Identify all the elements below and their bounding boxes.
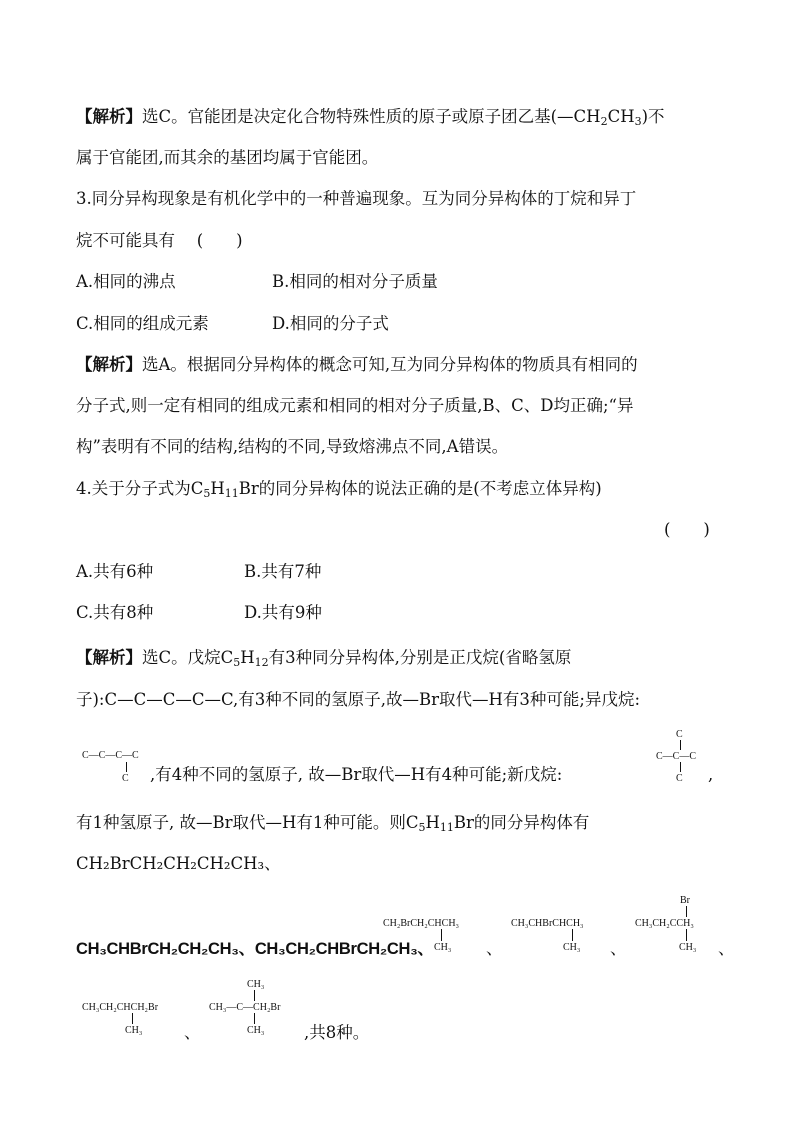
struct2-bond xyxy=(572,929,573,941)
answer3-line1: 【解析】选A。根据同分异构体的概念可知,互为同分异构体的物质具有相同的 xyxy=(76,355,638,374)
answer4-conclusion: ,共8种。 xyxy=(304,1023,370,1042)
answer4-line3-comma: , xyxy=(708,765,714,784)
q4-answer-paren: ( ) xyxy=(664,520,710,539)
neopentane-main: C—C—C xyxy=(656,751,697,762)
q4-stem-line1: 4.关于分子式为$C_5H_{11}Br$的同分异构体的说法正确的是(不考虑立体异构) xyxy=(76,479,602,500)
struct5-top: CH₃ xyxy=(247,979,265,990)
q3-stem-line2: 烷不可能具有 ( ) xyxy=(76,231,243,250)
q3-option-d: D.相同的分子式 xyxy=(272,314,389,333)
neopentane-bond-bottom xyxy=(680,762,681,772)
answer3-line2: 分子式,则一定有相同的组成元素和相同的相对分子质量,B、C、D均正确;“异 xyxy=(76,396,634,415)
q3-option-a: A.相同的沸点 xyxy=(76,272,176,291)
struct3-branch: CH₃ xyxy=(679,942,697,953)
struct3-bond-top xyxy=(686,906,687,917)
struct2-main: CH₃CHBrCHCH₃ xyxy=(511,918,584,929)
answer4-line6: CH₃CHBrCH₂CH₂CH₃、CH₃CH₂CHBrCH₂CH₃、 xyxy=(76,940,434,958)
answer2-line2: 属于官能团,而其余的基团均属于官能团。 xyxy=(76,148,379,167)
struct3-bond-bottom xyxy=(686,929,687,941)
q3-option-c: C.相同的组成元素 xyxy=(76,314,209,333)
answer4-line1: 【解析】选C。戊烷$C_5H_{12}$有3种同分异构体,分别是正戊烷(省略氢原 xyxy=(76,648,572,669)
struct5-branch: CH₃ xyxy=(247,1025,265,1036)
neopentane-bond-top xyxy=(680,740,681,750)
answer4-line4: 有1种氢原子, 故—Br取代—H有1种可能。则$C_5H_{11}Br$的同分异构体有 xyxy=(76,813,590,834)
q4-option-b: B.共有7种 xyxy=(244,562,322,581)
answer3-line3: 构”表明有不同的结构,结构的不同,导致熔沸点不同,A错误。 xyxy=(76,437,509,456)
q4-option-c: C.共有8种 xyxy=(76,603,154,622)
isopentane-branch: C xyxy=(122,773,129,784)
neopentane-top: C xyxy=(676,729,683,740)
struct5-bond-top xyxy=(254,990,255,1001)
neopentane-bottom: C xyxy=(676,773,683,784)
struct5-main: CH₃—C—CH₂Br xyxy=(209,1002,281,1013)
answer2-line1: 【解析】选C。官能团是决定化合物特殊性质的原子或原子团乙基$(—CH_2CH_3)$不 xyxy=(76,107,665,128)
answer4-line3: ,有4种不同的氢原子, 故—Br取代—H有4种可能;新戊烷: xyxy=(150,765,563,784)
struct1-main: CH₂BrCH₂CHCH₃ xyxy=(383,918,460,929)
q4-option-d: D.共有9种 xyxy=(244,603,322,622)
struct4-bond xyxy=(132,1013,133,1024)
struct2-branch: CH₃ xyxy=(563,942,581,953)
q3-stem-line1: 3.同分异构现象是有机化学中的一种普遍现象。互为同分异构体的丁烷和异丁 xyxy=(76,189,637,208)
q4-option-a: A.共有6种 xyxy=(76,562,154,581)
isopentane-main-chain: C—C—C—C xyxy=(82,750,139,761)
struct4-branch: CH₃ xyxy=(125,1025,143,1036)
analysis-tag: 【解析】 xyxy=(76,648,142,667)
struct3-main: CH₃CH₂CCH₃ xyxy=(635,918,694,929)
answer4-line2: 子):C—C—C—C—C,有3种不同的氢原子,故—Br取代—H有3种可能;异戊烷: xyxy=(76,690,641,709)
analysis-tag: 【解析】 xyxy=(76,355,142,374)
struct3-top: Br xyxy=(680,895,690,906)
sep-2: 、 xyxy=(610,939,627,958)
struct1-branch: CH₃ xyxy=(434,942,452,953)
struct5-bond-bottom xyxy=(254,1013,255,1024)
isopentane-branch-bond xyxy=(126,762,127,772)
struct1-bond xyxy=(441,929,442,941)
sep-4: 、 xyxy=(184,1023,201,1042)
sep-3: 、 xyxy=(718,939,735,958)
analysis-tag: 【解析】 xyxy=(76,107,142,126)
sep-1: 、 xyxy=(486,939,503,958)
answer4-line5: CH₂BrCH₂CH₂CH₂CH₃、 xyxy=(76,854,281,873)
struct4-main: CH₃CH₂CHCH₂Br xyxy=(82,1002,159,1013)
q3-option-b: B.相同的相对分子质量 xyxy=(272,272,438,291)
